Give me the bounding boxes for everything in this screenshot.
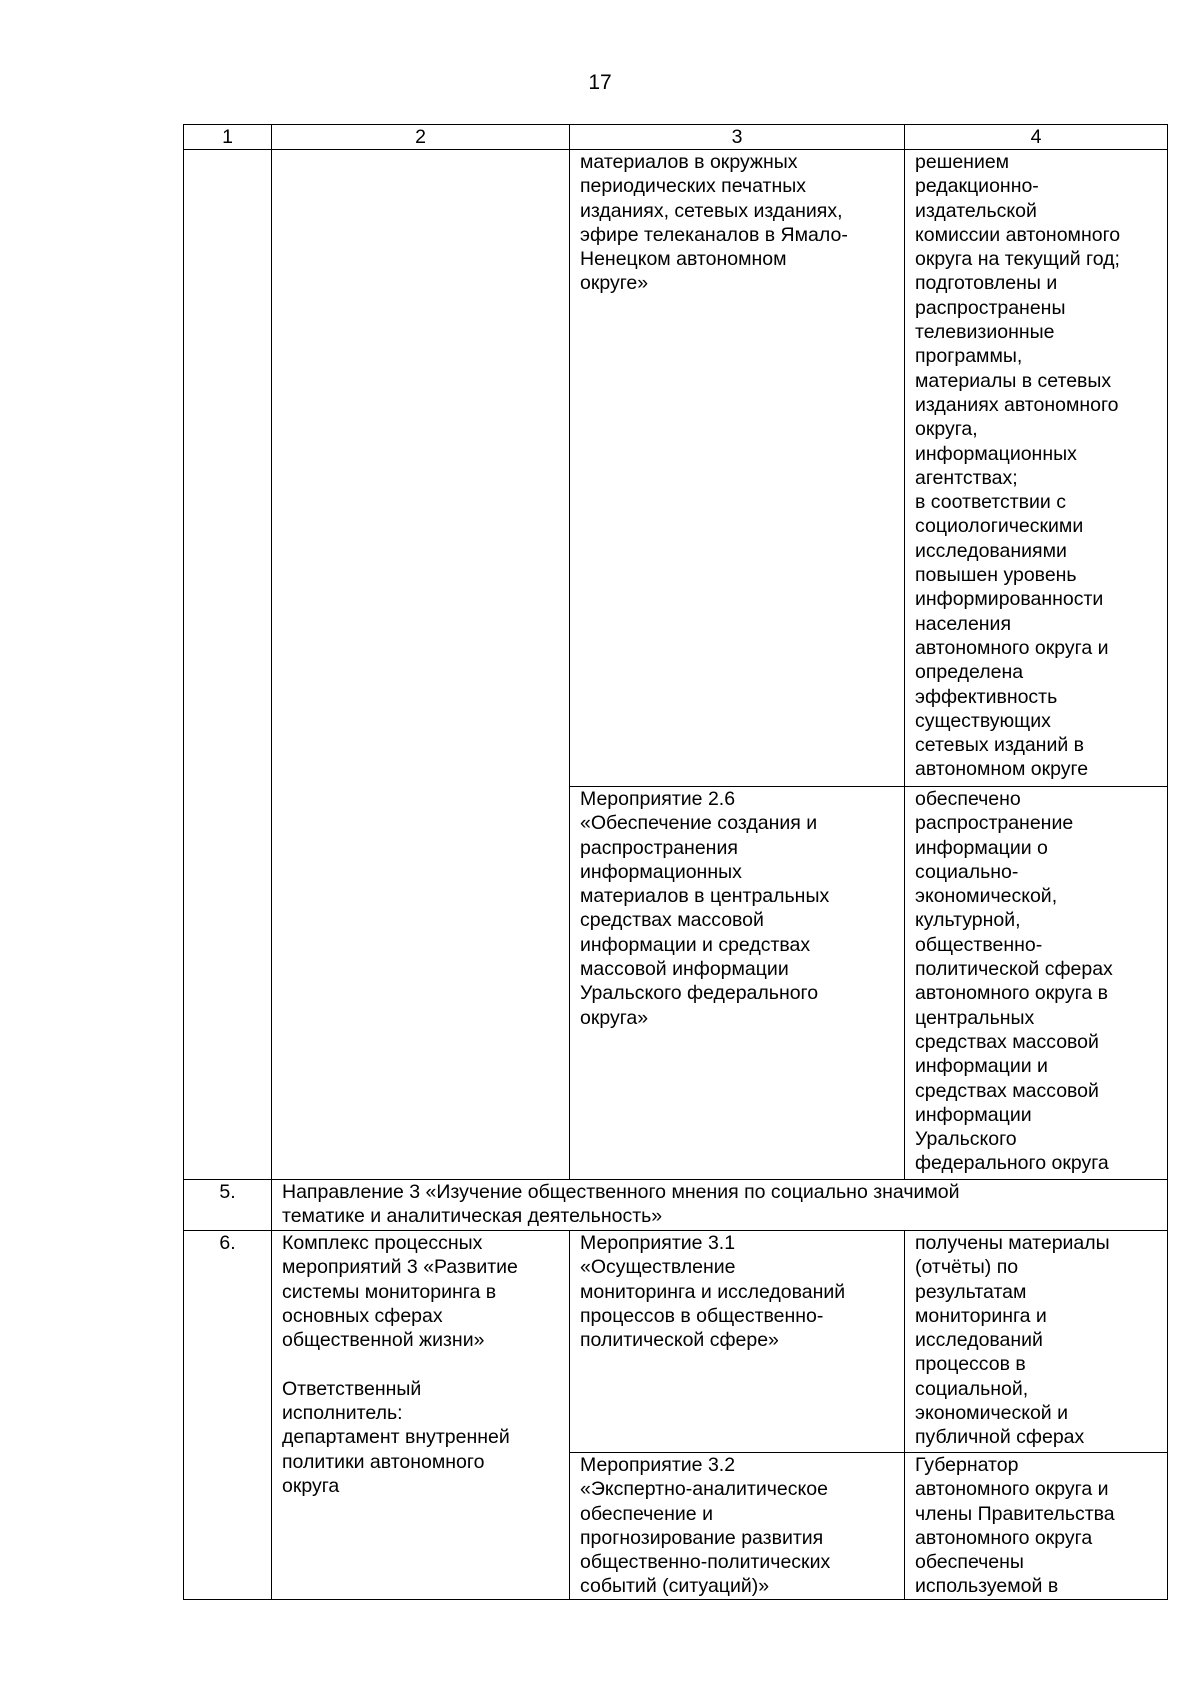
measure-cell [570, 1231, 905, 1453]
measure-continued-text: материалов в окружных периодических печатных изданиях, сетевых изданиях, эфире телеканалов в Ямало- Ненецком автономном округе» [580, 151, 848, 295]
result-3-2-text: Губернатор автономного округа и члены Правительства автономного округа обеспечены используемой в [915, 1454, 1115, 1598]
header-cell-4: 4 [905, 125, 1168, 150]
result-cell [905, 1453, 1168, 1600]
header-cell-3: 3 [570, 125, 905, 150]
table-row-5 [184, 1180, 1168, 1231]
result-cell [905, 150, 1168, 787]
result-continued-text: решением редакционно- издательской комиссии автономного округа на текущий год; подготовлены и распространены телевизионные программы, материалы в сетевых изданиях автономного округа, информационных агентствах; в соответствии с социологическими исследованиями повышен уровень информированности населения автономного округа и определена эффективность существующих сетевых изданий в автономном округе [915, 151, 1121, 781]
responsible-executor: Ответственный исполнитель: департамент внутренней политики автономного округа [282, 1377, 510, 1497]
result-cell [905, 787, 1168, 1180]
row-number-6: 6. [184, 1231, 272, 1600]
result-3-1-text: получены материалы (отчёты) по результатам мониторинга и исследований процессов в социальной, экономической и публичной сферах [915, 1232, 1110, 1449]
table-row-6 [184, 1231, 1168, 1453]
measure-3-1-text: Мероприятие 3.1 «Осуществление мониторинга и исследований процессов в общественно- политической сфере» [580, 1232, 846, 1352]
measure-cell [570, 787, 905, 1180]
measure-2-6-text: Мероприятие 2.6 «Обеспечение создания и распространения информационных материалов в центральных средствах массовой информации и средствах массовой информации Уральского федерального округа» [580, 788, 830, 1029]
row-number-5: 5. [184, 1180, 272, 1231]
table-row-continued-2-5 [184, 150, 1168, 787]
header-cell-1: 1 [184, 125, 272, 150]
complex-3-title: Комплекс процессных мероприятий 3 «Развитие системы мониторинга в основных сферах общественной жизни» [282, 1232, 518, 1352]
measure-cell [570, 1453, 905, 1600]
header-cell-2: 2 [272, 125, 570, 150]
empty-num-cell [184, 150, 272, 1180]
table-header-row [184, 125, 1168, 150]
direction-3-text: Направление 3 «Изучение общественного мнения по социально значимой тематике и аналитическая деятельность» [282, 1181, 960, 1228]
direction-3-cell [272, 1180, 1168, 1231]
measure-cell [570, 150, 905, 787]
result-2-6-text: обеспечено распространение информации о социально- экономической, культурной, общественно- политической сферах автономного округа в центральных средствах массовой информации и средствах массовой информации Уральского федерального округа [915, 788, 1113, 1175]
measure-3-2-text: Мероприятие 3.2 «Экспертно-аналитическое обеспечение и прогнозирование развития общественно-политических событий (ситуаций)» [580, 1454, 831, 1598]
page-number: 17 [588, 71, 612, 94]
measures-table [183, 124, 1168, 1600]
empty-complex-cell [272, 150, 570, 1180]
result-cell [905, 1231, 1168, 1453]
complex-cell [272, 1231, 570, 1600]
